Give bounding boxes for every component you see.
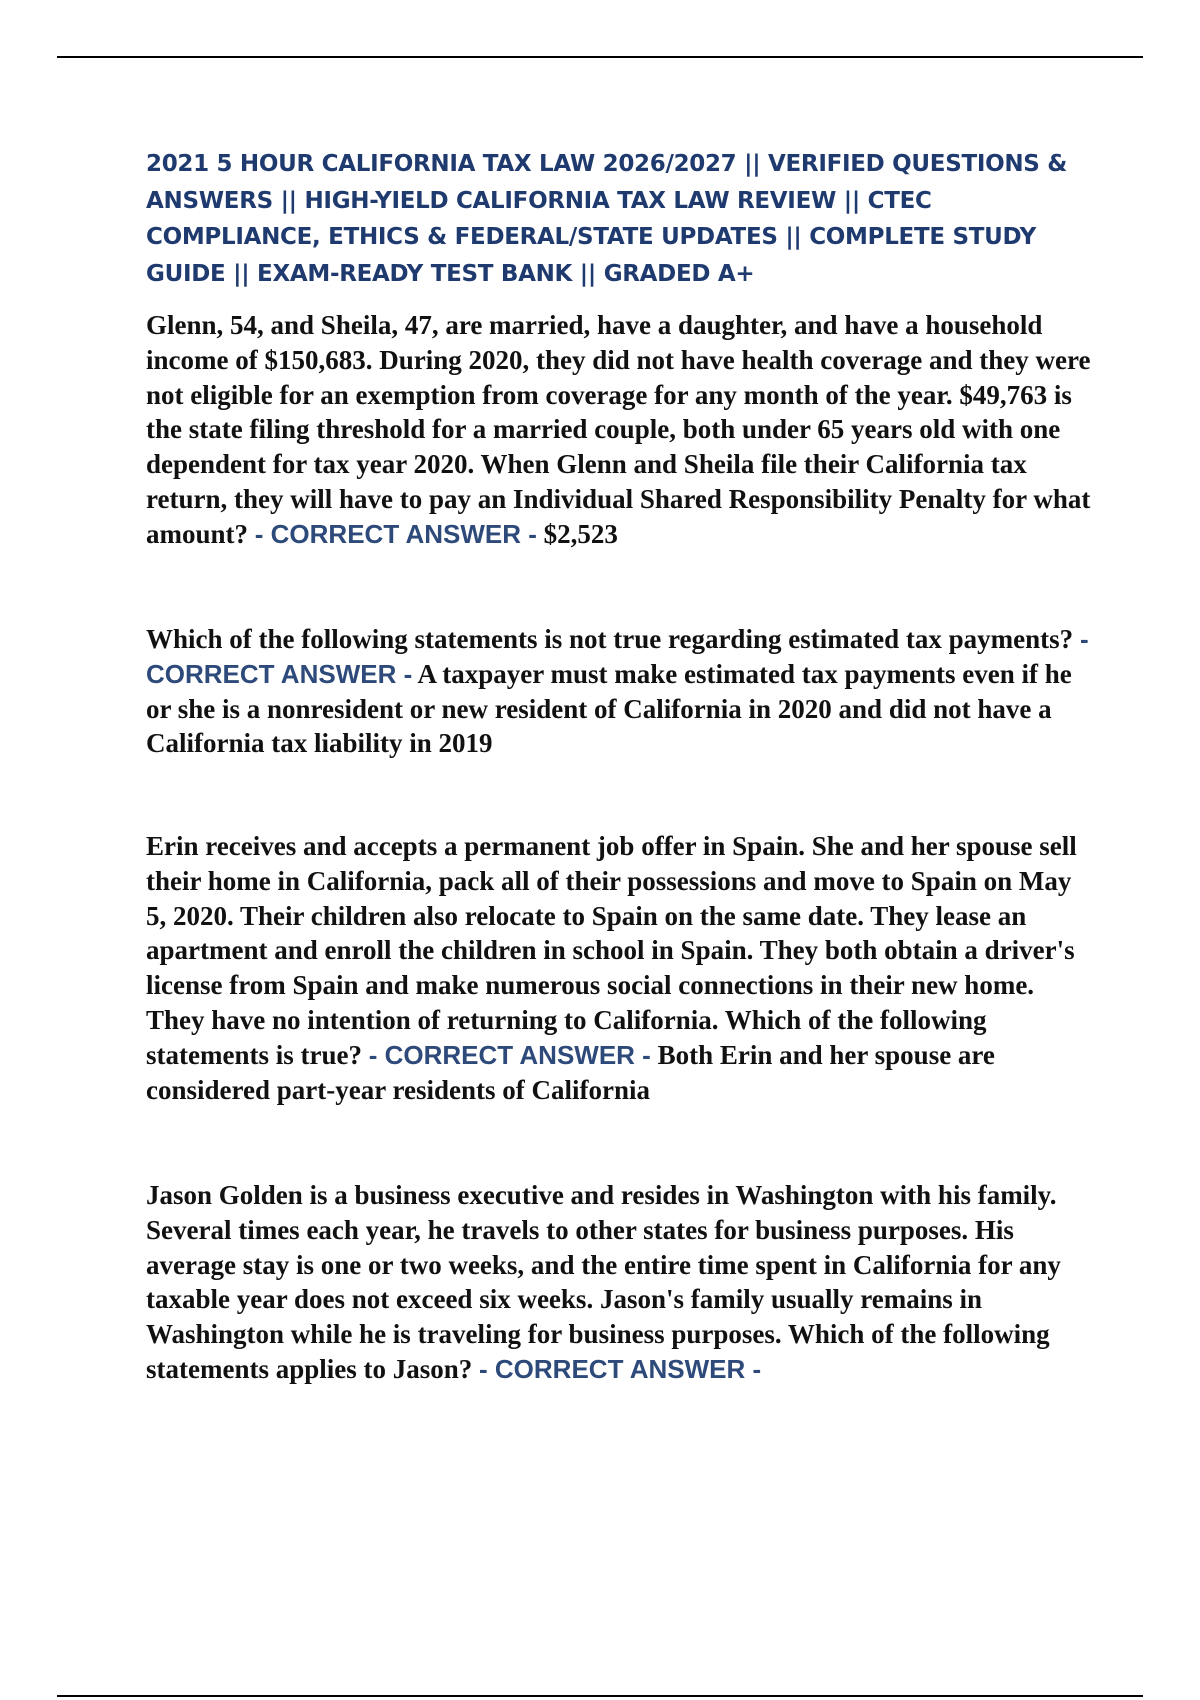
qa-item bbox=[146, 622, 1096, 761]
answer-text: $2,523 bbox=[543, 518, 618, 549]
question-text: Which of the following statements is not true regarding estimated tax payments? bbox=[146, 624, 1074, 654]
question-text: Erin receives and accepts a permanent job offer in Spain. She and her spouse sell their home in California, pack all of their possessions and move to Spain on May 5, 2020. Their children also relocate to Spain on the same date. They lease an apartment and enroll the children in school in Spain. They both obtain a driver's license from Spain and make numerous social connections in their new home. They have no intention of returning to California. Which of the following statements is true? bbox=[146, 831, 1077, 1070]
question-text: Glenn, 54, and Sheila, 47, are married, have a daughter, and have a household income of $150,683. During 2020, they did not have health coverage and they were not eligible for an exemption from coverage for any month of the year. $49,763 is the state filing threshold for a married couple, both under 65 years old with one dependent for tax year 2020. When Glenn and Sheila file their California tax return, they will have to pay an Individual Shared Responsibility Penalty for what amount? bbox=[146, 310, 1091, 549]
correct-answer-label: - CORRECT ANSWER - bbox=[479, 1353, 762, 1384]
qa-item bbox=[146, 308, 1096, 552]
bottom-rule bbox=[57, 1695, 1143, 1697]
correct-answer-label: - CORRECT ANSWER - bbox=[146, 624, 1089, 689]
answer-text: Both Erin and her spouse are considered part-year residents of California bbox=[146, 1039, 995, 1105]
top-rule bbox=[57, 56, 1143, 58]
correct-answer-label: - CORRECT ANSWER - bbox=[254, 518, 537, 549]
answer-text: A taxpayer must make estimated tax payments even if he or she is a nonresident or new resident of California in 2020 and did not have a California tax liability in 2019 bbox=[146, 658, 1072, 759]
qa-item bbox=[146, 829, 1096, 1107]
question-text: Jason Golden is a business executive and resides in Washington with his family. Several times each year, he travels to other states for business purposes. His average stay is one or two weeks, and the entire time spent in California for any taxable year does not exceed six weeks. Jason's family usually remains in Washington while he is traveling for business purposes. Which of the following statements applies to Jason? bbox=[146, 1180, 1061, 1384]
qa-item bbox=[146, 1178, 1096, 1387]
correct-answer-label: - CORRECT ANSWER - bbox=[368, 1039, 651, 1070]
document-title: 2021 5 HOUR CALIFORNIA TAX LAW 2026/2027 || VERIFIED QUESTIONS & ANSWERS || HIGH-YIELD CALIFORNIA TAX LAW REVIEW || CTEC COMPLIANCE, ETHICS & FEDERAL/STATE UPDATES || COMPLETE STUDY GUIDE || EXAM-READY TEST BANK || GRADED A+ bbox=[146, 151, 1068, 287]
